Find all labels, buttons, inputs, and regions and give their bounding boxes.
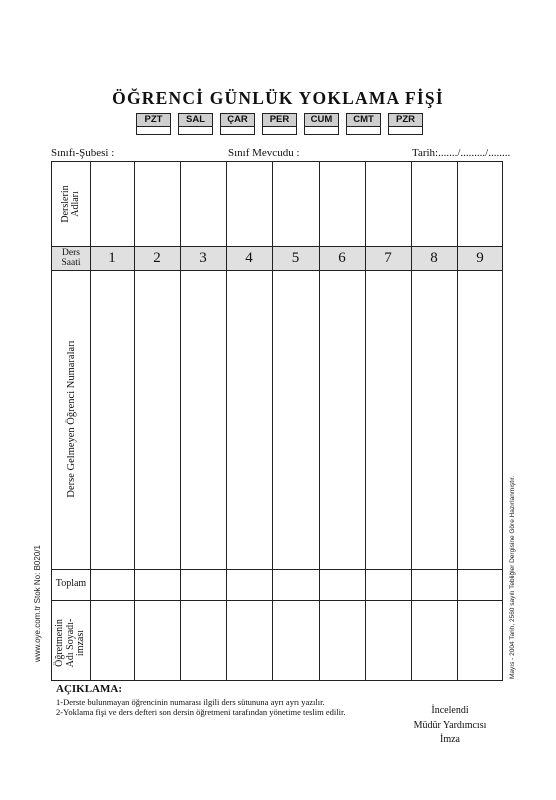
column-divider bbox=[180, 162, 181, 680]
day-box-cum[interactable] bbox=[304, 113, 339, 135]
column-divider bbox=[134, 162, 135, 680]
hour-number: 4 bbox=[245, 250, 253, 266]
row-divider bbox=[52, 600, 502, 601]
aciklama-line-1: 1-Derste bulunmayan öğrencinin numarası ilgili ders sütununa ayrı ayrı yazılır. bbox=[56, 697, 325, 707]
day-label: PZR bbox=[389, 114, 422, 127]
hour-number: 7 bbox=[384, 250, 392, 266]
hour-number: 1 bbox=[108, 250, 116, 266]
hour-number: 9 bbox=[476, 250, 484, 266]
row-divider bbox=[52, 569, 502, 570]
day-box-car[interactable] bbox=[220, 113, 255, 135]
ogretmen-line2: Adı Soyadı- bbox=[64, 618, 76, 668]
sinif-subesi-label: Sınıfı-Şubesi : bbox=[51, 147, 115, 159]
attendance-grid bbox=[51, 161, 503, 681]
ders-saati-label bbox=[52, 248, 90, 268]
ogretmen-line1: Öğretmenin bbox=[54, 619, 65, 667]
aciklama-title: AÇIKLAMA: bbox=[56, 683, 122, 695]
gelmeyen-label: Derse Gelmeyen Öğrenci Numaraları bbox=[66, 340, 77, 498]
ders-saati-line1: Ders bbox=[62, 248, 80, 258]
ogretmen-label bbox=[55, 606, 87, 680]
dersler-label-line1: Derslerin bbox=[60, 185, 71, 223]
day-selector bbox=[136, 113, 426, 137]
aciklama-line-2: 2-Yoklama fişi ve ders defteri son dersin öğretmeni tarafından yönetime teslim edilir. bbox=[56, 707, 346, 717]
column-divider bbox=[319, 162, 320, 680]
day-box-pzr[interactable] bbox=[388, 113, 423, 135]
tarih-label: Tarih:......./........./........ bbox=[412, 147, 511, 159]
ogretmen-line3: imzası bbox=[75, 629, 86, 657]
row-divider bbox=[52, 270, 502, 271]
regulation-note: Mayıs - 2004 Tarih, 2560 sayılı Tebliğler Dergisine Göre Hazırlanmıştır. bbox=[509, 475, 516, 679]
hour-number: 2 bbox=[153, 250, 161, 266]
hour-number: 5 bbox=[291, 250, 300, 266]
column-divider bbox=[365, 162, 366, 680]
day-label: PZT bbox=[137, 114, 170, 127]
mudur-yardimcisi-label: Müdür Yardımcısı bbox=[413, 720, 487, 731]
day-label: CUM bbox=[305, 114, 338, 127]
dersler-label bbox=[61, 165, 81, 243]
day-label: CMT bbox=[347, 114, 380, 127]
day-box-per[interactable] bbox=[262, 113, 297, 135]
incelendi-label: İncelendi bbox=[431, 705, 469, 716]
ders-saati-line2: Saati bbox=[61, 258, 81, 268]
hour-number: 8 bbox=[430, 250, 438, 266]
day-box-pzt[interactable] bbox=[136, 113, 171, 135]
hour-number: 6 bbox=[338, 250, 346, 266]
column-divider bbox=[272, 162, 273, 680]
column-divider bbox=[226, 162, 227, 680]
page-title: ÖĞRENCİ GÜNLÜK YOKLAMA FİŞİ bbox=[112, 88, 444, 108]
column-divider bbox=[457, 162, 458, 680]
toplam-label: Toplam bbox=[55, 578, 87, 589]
hour-number: 3 bbox=[199, 250, 207, 266]
day-label: ÇAR bbox=[221, 114, 254, 127]
imza-label: İmza bbox=[440, 734, 460, 745]
sinif-mevcudu-label: Sınıf Mevcudu : bbox=[228, 147, 300, 159]
column-divider bbox=[90, 162, 91, 680]
dersler-label-line2: Adları bbox=[70, 191, 81, 217]
day-label: SAL bbox=[179, 114, 212, 127]
day-box-cmt[interactable] bbox=[346, 113, 381, 135]
day-box-sal[interactable] bbox=[178, 113, 213, 135]
stock-number-text: www.oye.com.tr Stok No: B020/1 bbox=[33, 545, 42, 662]
day-label: PER bbox=[263, 114, 296, 127]
column-divider bbox=[411, 162, 412, 680]
